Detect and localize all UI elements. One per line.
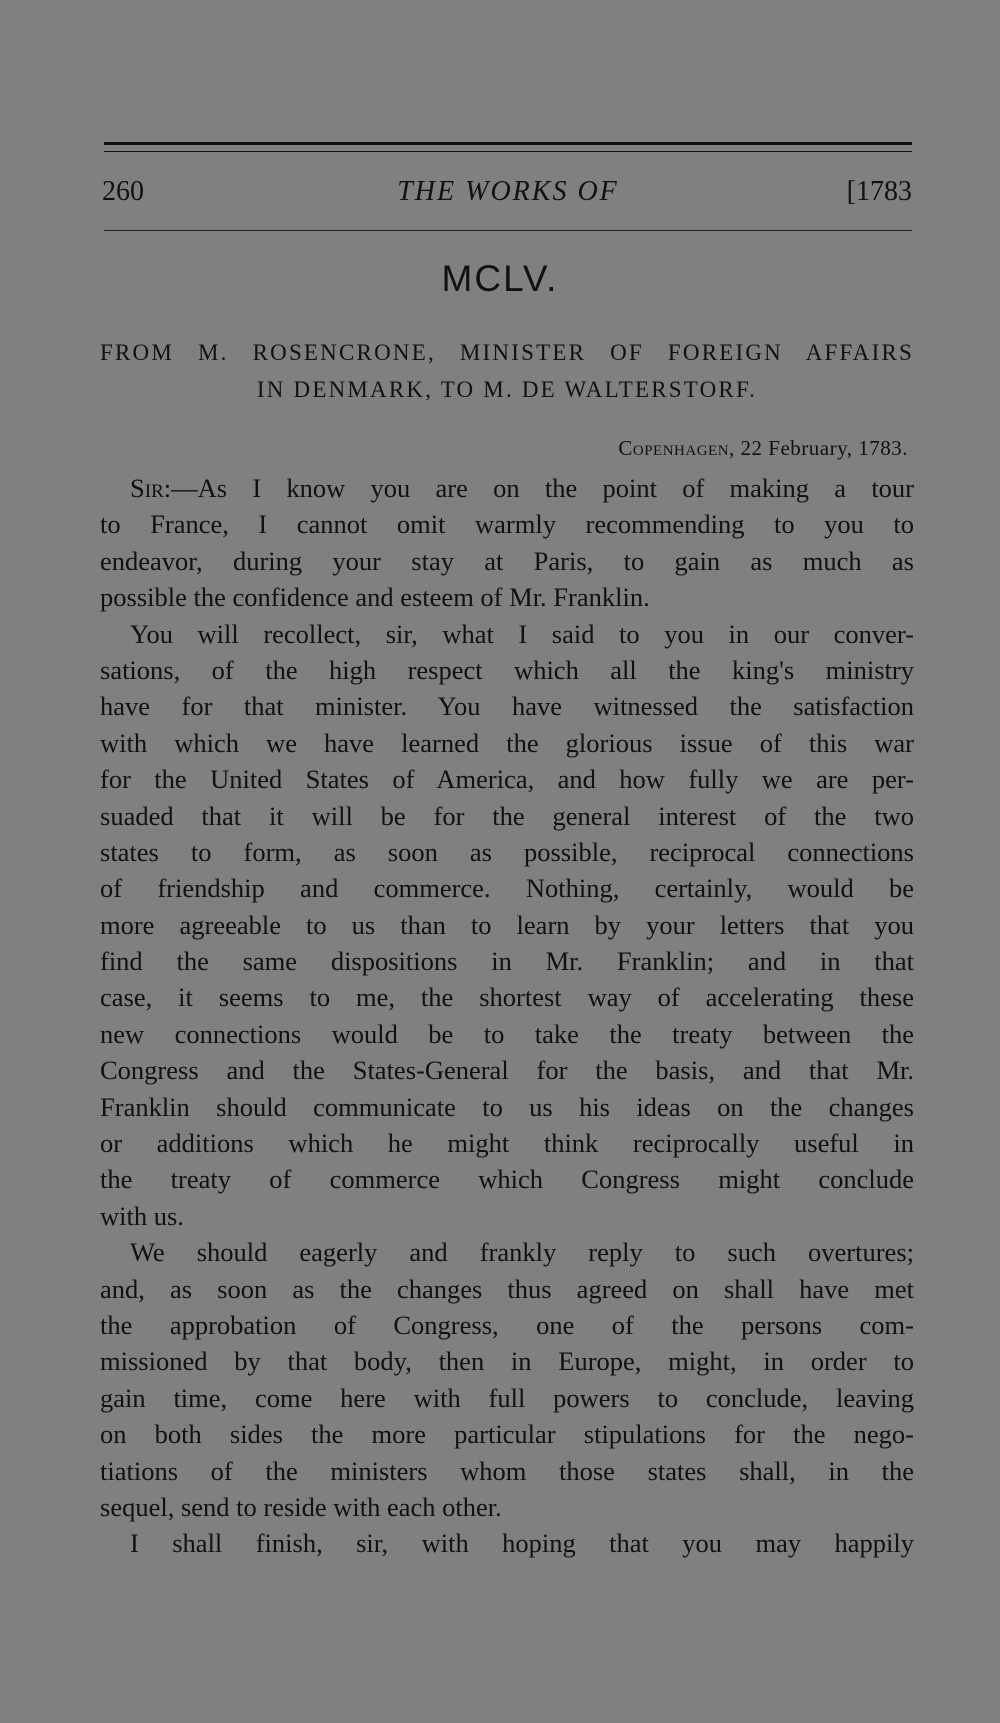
body-line: I shall finish, sir, with hoping that you may happily [130,1528,914,1559]
letter-body [100,470,914,1562]
top-double-rule-thin [104,151,912,152]
dateline-place: Copenhagen, [618,436,735,460]
body-line: case, it seems to me, the shortest way of accelerating these [100,982,914,1013]
body-line: gain time, come here with full powers to conclude, leaving [100,1382,914,1413]
body-line: You will recollect, sir, what I said to you in our conver- [130,618,914,649]
body-line: possible the confidence and esteem of Mr. Franklin. [100,582,650,613]
body-line: new connections would be to take the treaty between the [100,1018,914,1049]
body-line: more agreeable to us than to learn by your letters that you [100,909,914,940]
body-line: endeavor, during your stay at Paris, to gain as much as [100,545,914,576]
dateline [618,436,908,461]
body-line: Congress and the States-General for the basis, and that Mr. [100,1055,914,1086]
body-line: the treaty of commerce which Congress might conclude [100,1164,914,1195]
heading-line: FROM M. ROSENCRONE, MINISTER OF FOREIGN AFFAIRS [100,340,914,365]
body-line: with us. [100,1200,184,1231]
body-line: to France, I cannot omit warmly recommending to you to [100,509,914,540]
running-head-year: [1783 [846,176,912,207]
body-line: Franklin should communicate to us his ideas on the changes [100,1091,914,1122]
body-line: and, as soon as the changes thus agreed on shall have met [100,1273,914,1304]
heading-line: IN DENMARK, TO M. DE WALTERSTORF. [256,377,758,402]
body-line: with which we have learned the glorious issue of this war [100,727,914,758]
running-head-title: THE WORKS OF [397,176,619,207]
page-number: 260 [102,176,144,207]
body-line: find the same dispositions in Mr. Franklin; and in that [100,946,914,977]
body-line: of friendship and commerce. Nothing, certainly, would be [100,873,914,904]
body-line: tiations of the ministers whom those states shall, in the [100,1455,914,1486]
body-line: for the United States of America, and how fully we are per- [100,764,914,795]
salutation: Sir [130,473,164,503]
running-head [102,176,914,216]
body-line: on both sides the more particular stipulations for the nego- [100,1419,914,1450]
body-line: sations, of the high respect which all the king's ministry [100,654,914,685]
section-number: MCLV. [441,258,559,299]
body-line: missioned by that body, then in Europe, might, in order to [100,1346,914,1377]
running-head-rule [104,230,912,231]
body-line: the approbation of Congress, one of the persons com- [100,1309,914,1340]
dateline-date: 22 February, 1783. [740,436,908,460]
letter-heading [100,334,914,408]
top-double-rule-thick [104,142,912,145]
body-line: states to form, as soon as possible, reciprocal connections [100,836,914,867]
body-line: suaded that it will be for the general interest of the two [100,800,914,831]
body-line: or additions which he might think reciprocally useful in [100,1128,914,1159]
body-line: We should eagerly and frankly reply to such overtures; [130,1237,914,1268]
body-line: Sir:—As I know you are on the point of making a tour [130,473,914,503]
body-line: have for that minister. You have witnessed the satisfaction [100,691,914,722]
body-line: sequel, send to reside with each other. [100,1491,502,1522]
